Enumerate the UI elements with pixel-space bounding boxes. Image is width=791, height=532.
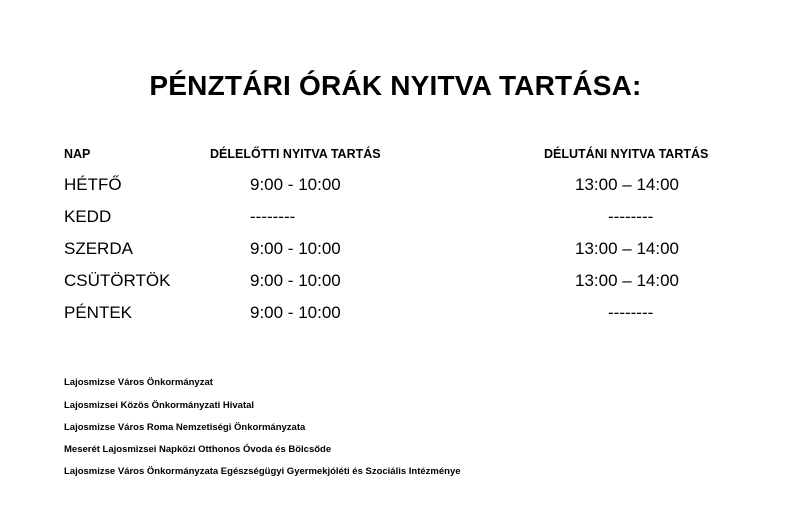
- footer-organization: Lajosmizse Város Önkormányzata Egészségügyi Gyermekjóléti és Szociális Intézménye: [64, 466, 461, 477]
- afternoon-hours-cell: --------: [608, 303, 654, 322]
- footer-organization: Lajosmizsei Közös Önkormányzati Hivatal: [64, 400, 255, 411]
- table-row: [0, 239, 791, 263]
- table-row: [0, 303, 791, 327]
- footer-organization: Lajosmizse Város Önkormányzat: [64, 377, 213, 388]
- page-title: PÉNZTÁRI ÓRÁK NYITVA TARTÁSA:: [149, 70, 642, 101]
- day-cell: CSÜTÖRTÖK: [64, 271, 171, 290]
- afternoon-hours-cell: --------: [608, 207, 654, 226]
- column-header-afternoon: DÉLUTÁNI NYITVA TARTÁS: [544, 147, 709, 161]
- table-row: [0, 207, 791, 231]
- table-row: [0, 271, 791, 295]
- table-row: [0, 175, 791, 199]
- morning-hours-cell: --------: [250, 207, 296, 226]
- morning-hours-cell: 9:00 - 10:00: [250, 303, 341, 322]
- footer-organization: Lajosmizse Város Roma Nemzetiségi Önkormányzata: [64, 422, 306, 433]
- day-cell: KEDD: [64, 207, 112, 226]
- footer-organization: Meserét Lajosmizsei Napközi Otthonos Óvoda és Bölcsőde: [64, 444, 332, 455]
- afternoon-hours-cell: 13:00 – 14:00: [575, 271, 679, 290]
- column-header-day: NAP: [64, 147, 91, 161]
- day-cell: SZERDA: [64, 239, 133, 258]
- column-header-morning: DÉLELŐTTI NYITVA TARTÁS: [210, 147, 381, 161]
- morning-hours-cell: 9:00 - 10:00: [250, 271, 341, 290]
- afternoon-hours-cell: 13:00 – 14:00: [575, 239, 679, 258]
- day-cell: PÉNTEK: [64, 303, 133, 322]
- afternoon-hours-cell: 13:00 – 14:00: [575, 175, 679, 194]
- morning-hours-cell: 9:00 - 10:00: [250, 175, 341, 194]
- day-cell: HÉTFŐ: [64, 175, 122, 194]
- morning-hours-cell: 9:00 - 10:00: [250, 239, 341, 258]
